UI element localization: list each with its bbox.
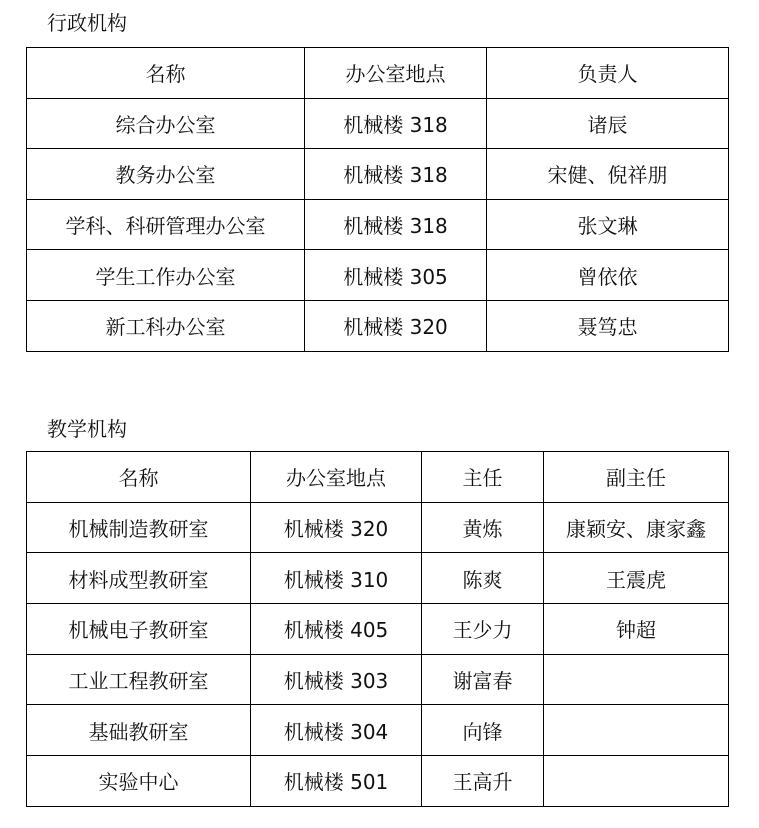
cell-location: 机械楼 318 — [305, 199, 487, 250]
table-row — [27, 502, 729, 553]
cell-name: 学科、科研管理办公室 — [27, 199, 305, 250]
table-row — [27, 756, 729, 807]
cell-director: 王少力 — [422, 604, 544, 655]
cell-director: 黄炼 — [422, 502, 544, 553]
cell-deputy-director — [544, 756, 729, 807]
cell-person-in-charge: 曾依依 — [487, 250, 729, 301]
cell-deputy-director — [544, 705, 729, 756]
table-row — [27, 98, 729, 149]
teaching-table — [26, 451, 729, 807]
column-header-name: 名称 — [27, 452, 251, 503]
column-header-name: 名称 — [27, 48, 305, 99]
cell-person-in-charge: 诸辰 — [487, 98, 729, 149]
cell-location: 机械楼 305 — [305, 250, 487, 301]
cell-name: 机械制造教研室 — [27, 502, 251, 553]
cell-name: 实验中心 — [27, 756, 251, 807]
cell-deputy-director: 钟超 — [544, 604, 729, 655]
cell-deputy-director — [544, 654, 729, 705]
table-row — [27, 149, 729, 200]
cell-location: 机械楼 320 — [251, 502, 422, 553]
admin-table — [26, 47, 729, 352]
cell-deputy-director: 康颖安、康家鑫 — [544, 502, 729, 553]
cell-location: 机械楼 303 — [251, 654, 422, 705]
cell-name: 综合办公室 — [27, 98, 305, 149]
cell-name: 教务办公室 — [27, 149, 305, 200]
table-row — [27, 250, 729, 301]
cell-person-in-charge: 张文琳 — [487, 199, 729, 250]
table-row — [27, 199, 729, 250]
cell-name: 机械电子教研室 — [27, 604, 251, 655]
column-header-director: 主任 — [422, 452, 544, 503]
cell-name: 工业工程教研室 — [27, 654, 251, 705]
cell-deputy-director: 王震虎 — [544, 553, 729, 604]
cell-director: 谢富春 — [422, 654, 544, 705]
cell-location: 机械楼 405 — [251, 604, 422, 655]
section-title-admin: 行政机构 — [47, 11, 127, 35]
table-row — [27, 705, 729, 756]
table-row — [27, 604, 729, 655]
cell-name: 材料成型教研室 — [27, 553, 251, 604]
cell-location: 机械楼 310 — [251, 553, 422, 604]
column-header-location: 办公室地点 — [251, 452, 422, 503]
cell-director: 向锋 — [422, 705, 544, 756]
cell-name: 新工科办公室 — [27, 300, 305, 351]
cell-person-in-charge: 聂笃忠 — [487, 300, 729, 351]
column-header-location: 办公室地点 — [305, 48, 487, 99]
table-header-row — [27, 48, 729, 99]
cell-location: 机械楼 501 — [251, 756, 422, 807]
cell-director: 陈爽 — [422, 553, 544, 604]
cell-person-in-charge: 宋健、倪祥朋 — [487, 149, 729, 200]
column-header-person-in-charge: 负责人 — [487, 48, 729, 99]
table-row — [27, 553, 729, 604]
cell-location: 机械楼 318 — [305, 149, 487, 200]
cell-director: 王高升 — [422, 756, 544, 807]
table-header-row — [27, 452, 729, 503]
table-row — [27, 654, 729, 705]
table-row — [27, 300, 729, 351]
cell-location: 机械楼 304 — [251, 705, 422, 756]
cell-name: 学生工作办公室 — [27, 250, 305, 301]
cell-location: 机械楼 320 — [305, 300, 487, 351]
cell-name: 基础教研室 — [27, 705, 251, 756]
column-header-deputy-director: 副主任 — [544, 452, 729, 503]
cell-location: 机械楼 318 — [305, 98, 487, 149]
section-title-teaching: 教学机构 — [47, 417, 127, 441]
